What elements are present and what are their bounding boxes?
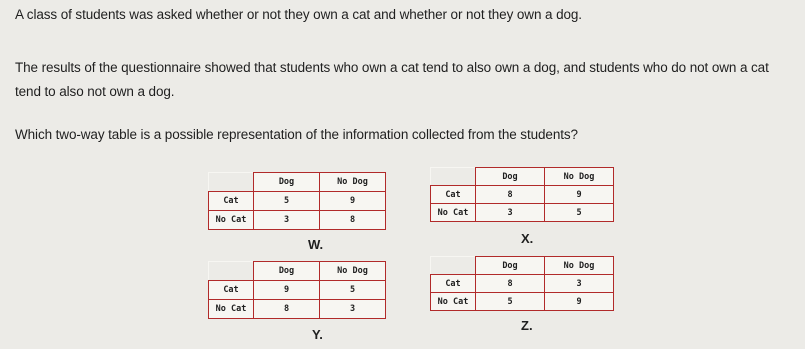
option-label-w[interactable]: W. [308, 237, 324, 252]
cell-cat-dog: 9 [254, 281, 320, 300]
table-corner-cell [209, 173, 254, 192]
cell-no-cat-no-dog: 3 [320, 300, 386, 319]
row-header-no-cat: No Cat [209, 211, 254, 230]
table-row [431, 204, 614, 222]
table-row [209, 192, 386, 211]
column-header-dog: Dog [254, 262, 320, 281]
two-way-table-z[interactable] [430, 256, 614, 311]
cell-cat-no-dog: 3 [545, 275, 614, 293]
cell-no-cat-dog: 8 [254, 300, 320, 319]
row-header-no-cat: No Cat [431, 293, 476, 311]
table-row [209, 281, 386, 300]
two-way-table-y[interactable] [208, 261, 386, 319]
column-header-dog: Dog [254, 173, 320, 192]
table-corner-cell [431, 257, 476, 275]
column-header-no-dog: No Dog [545, 168, 614, 186]
row-header-cat: Cat [431, 186, 476, 204]
cell-cat-no-dog: 5 [320, 281, 386, 300]
column-header-no-dog: No Dog [545, 257, 614, 275]
cell-cat-no-dog: 9 [545, 186, 614, 204]
cell-cat-no-dog: 9 [320, 192, 386, 211]
row-header-cat: Cat [431, 275, 476, 293]
option-label-x[interactable]: X. [521, 231, 534, 246]
table-row [431, 293, 614, 311]
row-header-no-cat: No Cat [431, 204, 476, 222]
table-row [431, 275, 614, 293]
question-results: The results of the questionnaire showed that students who own a cat tend to also own a dog, and students who do not own a cat tend to also not own a dog. [15, 60, 769, 99]
cell-no-cat-no-dog: 9 [545, 293, 614, 311]
table-header-row [431, 168, 614, 186]
cell-no-cat-no-dog: 8 [320, 211, 386, 230]
column-header-dog: Dog [476, 168, 545, 186]
column-header-no-dog: No Dog [320, 262, 386, 281]
table-corner-cell [209, 262, 254, 281]
column-header-no-dog: No Dog [320, 173, 386, 192]
cell-cat-dog: 5 [254, 192, 320, 211]
table-header-row [209, 173, 386, 192]
table-row [431, 186, 614, 204]
question-intro: A class of students was asked whether or not they own a cat and whether or not they own a dog. [15, 7, 582, 22]
question-prompt: Which two-way table is a possible representation of the information collected from the students? [15, 127, 578, 142]
table-header-row [209, 262, 386, 281]
option-label-y[interactable]: Y. [312, 327, 323, 342]
cell-cat-dog: 8 [476, 275, 545, 293]
table-row [209, 211, 386, 230]
two-way-table-w[interactable] [208, 172, 386, 230]
cell-cat-dog: 8 [476, 186, 545, 204]
cell-no-cat-dog: 3 [254, 211, 320, 230]
column-header-dog: Dog [476, 257, 545, 275]
table-corner-cell [431, 168, 476, 186]
cell-no-cat-no-dog: 5 [545, 204, 614, 222]
two-way-table-x[interactable] [430, 167, 614, 222]
row-header-no-cat: No Cat [209, 300, 254, 319]
row-header-cat: Cat [209, 281, 254, 300]
row-header-cat: Cat [209, 192, 254, 211]
table-header-row [431, 257, 614, 275]
option-label-z[interactable]: Z. [521, 318, 533, 333]
table-row [209, 300, 386, 319]
cell-no-cat-dog: 5 [476, 293, 545, 311]
cell-no-cat-dog: 3 [476, 204, 545, 222]
